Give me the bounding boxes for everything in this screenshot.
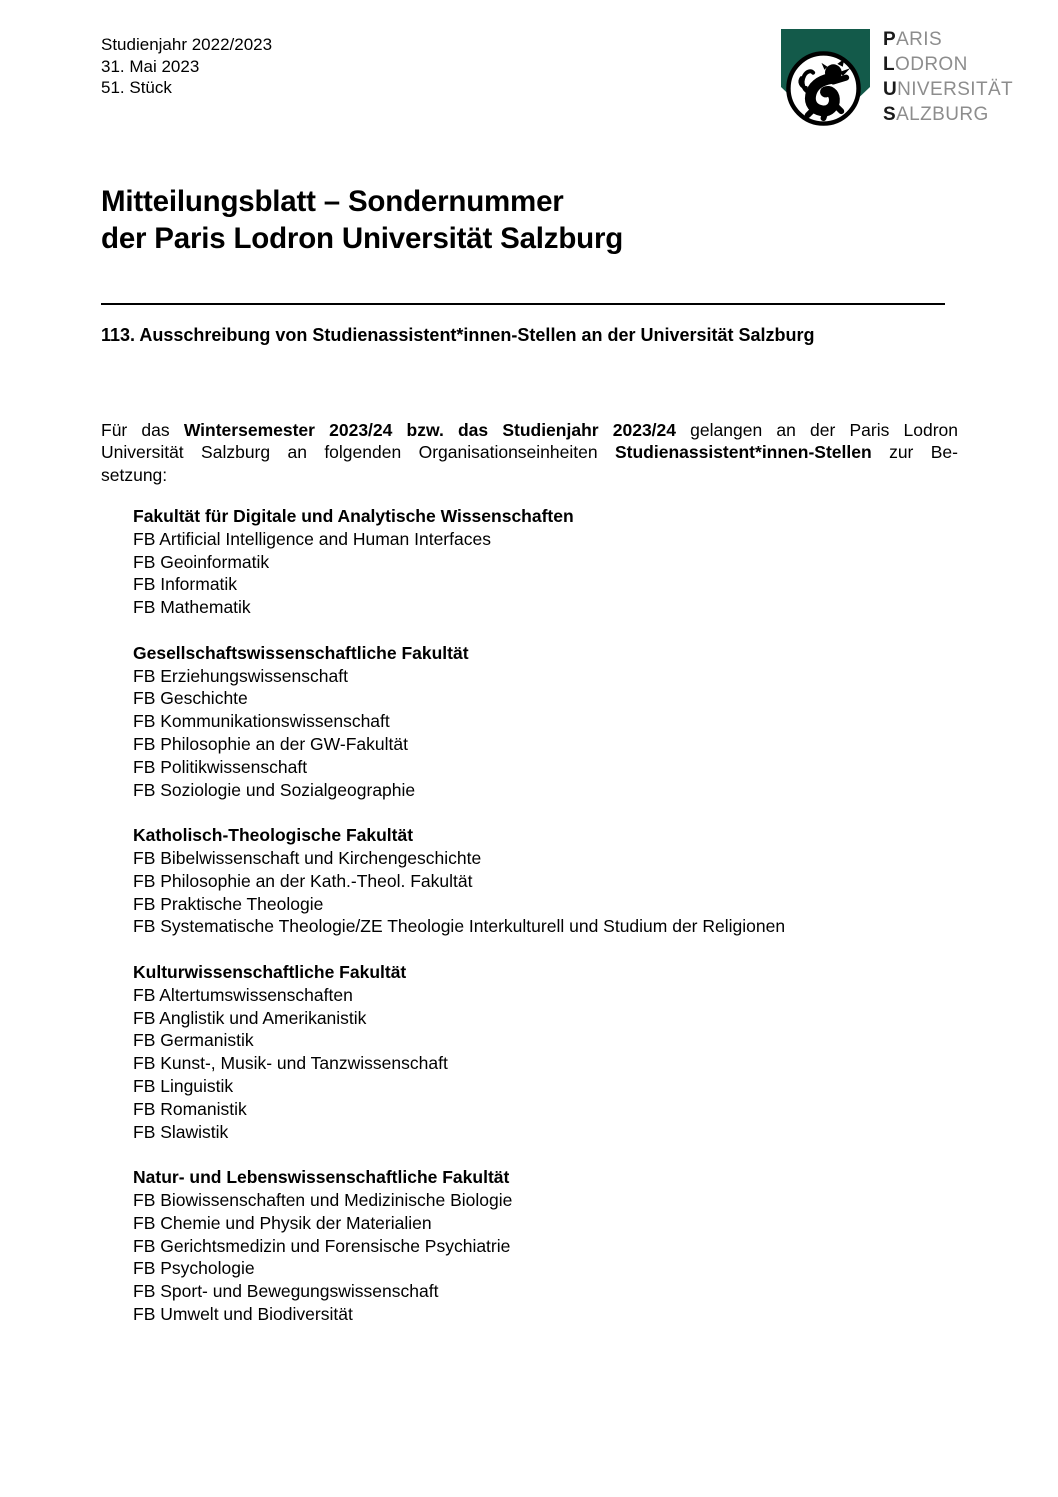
issue-date: 31. Mai 2023 [101, 56, 200, 76]
horizontal-rule [101, 303, 945, 305]
faculty-name: Kulturwissenschaftliche Fakultät [133, 961, 407, 982]
intro-line: Universität Salzburg an folgenden Organisationseinheiten Studienassistent*innen-Stellen zur Be- [101, 442, 958, 463]
issue-number: 51. Stück [101, 78, 172, 97]
department-item: FB Mathematik [133, 597, 251, 618]
department-item: FB Psychologie [133, 1258, 255, 1279]
department-item: FB Bibelwissenschaft und Kirchengeschichte [133, 847, 482, 868]
department-item: FB Geoinformatik [133, 551, 270, 572]
logo-wordmark [883, 27, 1013, 127]
department-item: FB Politikwissenschaft [133, 756, 308, 777]
logo-wordmark-row: PARIS [883, 29, 943, 50]
issue-studienjahr: Studienjahr 2022/2023 [101, 35, 273, 54]
faculty-list [133, 505, 959, 1348]
department-item: FB Soziologie und Sozialgeographie [133, 779, 416, 800]
department-item: FB Altertumswissenschaften [133, 984, 353, 1005]
document-title-line2: der Paris Lodron Universität Salzburg [101, 222, 624, 255]
department-item: FB Philosophie an der GW-Fakultät [133, 733, 408, 754]
faculty-block [133, 642, 959, 802]
announcement-heading: 113. Ausschreibung von Studienassistent*innen-Stellen an der Universität Salzburg [101, 325, 815, 345]
intro-paragraph [101, 419, 958, 486]
faculty-block [133, 961, 959, 1143]
department-item: FB Kommunikationswissenschaft [133, 711, 390, 732]
department-item: FB Biowissenschaften und Medizinische Biologie [133, 1189, 513, 1210]
department-item: FB Philosophie an der Kath.-Theol. Fakultät [133, 870, 473, 891]
department-item: FB Geschichte [133, 688, 248, 709]
department-item: FB Systematische Theologie/ZE Theologie Interkulturell und Studium der Religionen [133, 916, 786, 937]
department-item: FB Slawistik [133, 1121, 229, 1142]
department-item: FB Romanistik [133, 1098, 247, 1119]
department-item: FB Anglistik und Amerikanistik [133, 1007, 367, 1028]
department-item: FB Kunst-, Musik- und Tanzwissenschaft [133, 1053, 448, 1074]
faculty-name: Gesellschaftswissenschaftliche Fakultät [133, 642, 469, 663]
department-item: FB Erziehungswissenschaft [133, 665, 348, 686]
department-item: FB Artificial Intelligence and Human Interfaces [133, 528, 491, 549]
lion-seal-icon [784, 49, 863, 128]
intro-line: Für das Wintersemester 2023/24 bzw. das Studienjahr 2023/24 gelangen an der Paris Lodron [101, 420, 958, 440]
intro-line: setzung: [101, 464, 168, 485]
logo-wordmark-row: LODRON [883, 54, 968, 75]
department-item: FB Umwelt und Biodiversität [133, 1303, 353, 1324]
department-item: FB Gerichtsmedizin und Forensische Psychiatrie [133, 1235, 511, 1256]
faculty-block [133, 824, 959, 938]
faculty-name: Natur- und Lebenswissenschaftliche Fakultät [133, 1167, 510, 1188]
document-title [101, 183, 623, 257]
faculty-name: Fakultät für Digitale und Analytische Wissenschaften [133, 506, 574, 526]
department-item: FB Linguistik [133, 1075, 234, 1096]
document-title-line1: Mitteilungsblatt – Sondernummer [101, 185, 564, 218]
department-item: FB Praktische Theologie [133, 893, 324, 914]
faculty-name: Katholisch-Theologische Fakultät [133, 825, 414, 846]
logo-wordmark-row: SALZBURG [883, 104, 989, 125]
logo-wordmark-row: UNIVERSITÄT [883, 79, 1014, 100]
faculty-block [133, 505, 959, 619]
department-item: FB Informatik [133, 574, 238, 595]
faculty-block [133, 1166, 959, 1326]
department-item: FB Sport- und Bewegungswissenschaft [133, 1281, 439, 1302]
department-item: FB Germanistik [133, 1030, 254, 1051]
university-logo [0, 0, 1058, 160]
department-item: FB Chemie und Physik der Materialien [133, 1212, 432, 1233]
